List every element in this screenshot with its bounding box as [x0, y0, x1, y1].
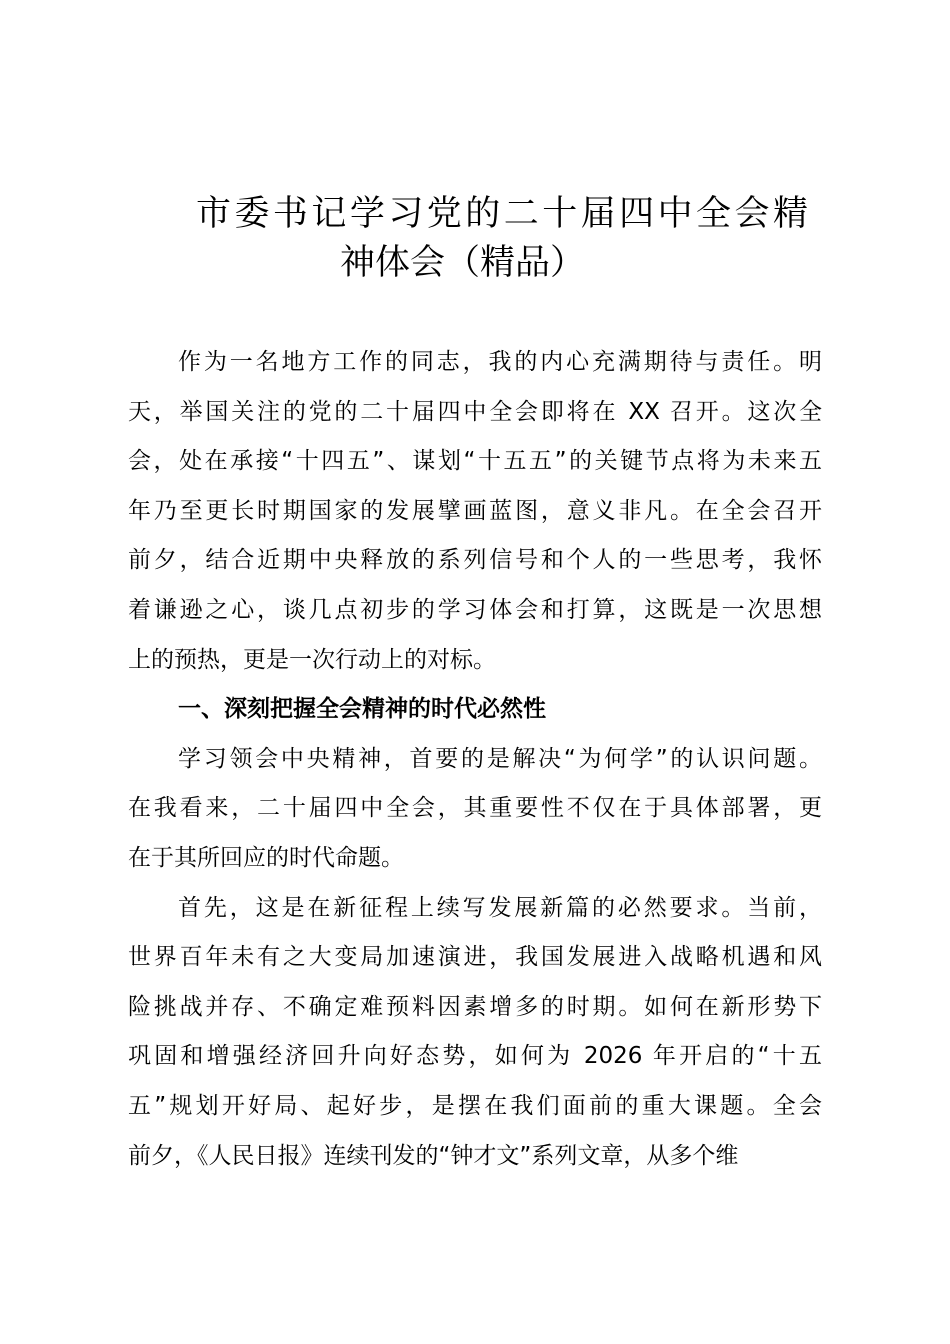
section-heading: [128, 685, 822, 735]
text-line: 在于其所回应的时代命题。: [128, 844, 404, 871]
text-line: 学习领会中央精神，首要的是解决“为何学”的认识问题。: [178, 745, 822, 772]
text-line: 一、深刻把握全会精神的时代必然性: [178, 696, 546, 723]
text-line: 天，举国关注的党的二十届四中全会即将在 XX 召开。这次全: [128, 398, 822, 425]
text-line: 前夕，结合近期中央释放的系列信号和个人的一些思考，我怀: [128, 547, 822, 574]
text-line: 在我看来，二十届四中全会，其重要性不仅在于具体部署，更: [128, 795, 822, 822]
text-line: 上的预热，更是一次行动上的对标。: [128, 646, 496, 673]
document-title: [196, 190, 816, 288]
paragraph: [128, 735, 822, 884]
text-line: 五”规划开好局、起好步，是摆在我们面前的重大课题。全会: [128, 1092, 822, 1119]
text-line: 作为一名地方工作的同志，我的内心充满期待与责任。明: [178, 349, 822, 375]
title-line: 市委书记学习党的二十届四中全会精: [196, 194, 808, 234]
paragraph: [128, 884, 822, 1182]
text-line: 巩固和增强经济回升向好态势，如何为 2026 年开启的“十五: [128, 1043, 822, 1070]
document-body: [128, 338, 822, 1181]
title-line: 神体会（精品）: [340, 243, 586, 283]
paragraph: [128, 338, 822, 685]
text-line: 着谦逊之心，谈几点初步的学习体会和打算，这既是一次思想: [128, 596, 822, 623]
text-line: 首先，这是在新征程上续写发展新篇的必然要求。当前，: [178, 894, 822, 921]
text-line: 会，处在承接“十四五”、谋划“十五五”的关键节点将为未来五: [128, 448, 822, 475]
text-line: 险挑战并存、不确定难预料因素增多的时期。如何在新形势下: [128, 993, 822, 1020]
text-line: 前夕，《人民日报》连续刊发的“钟才文”系列文章，从多个维: [128, 1142, 739, 1169]
text-line: 年乃至更长时期国家的发展擘画蓝图，意义非凡。在全会召开: [128, 497, 822, 524]
text-line: 世界百年未有之大变局加速演进，我国发展进入战略机遇和风: [128, 944, 822, 971]
